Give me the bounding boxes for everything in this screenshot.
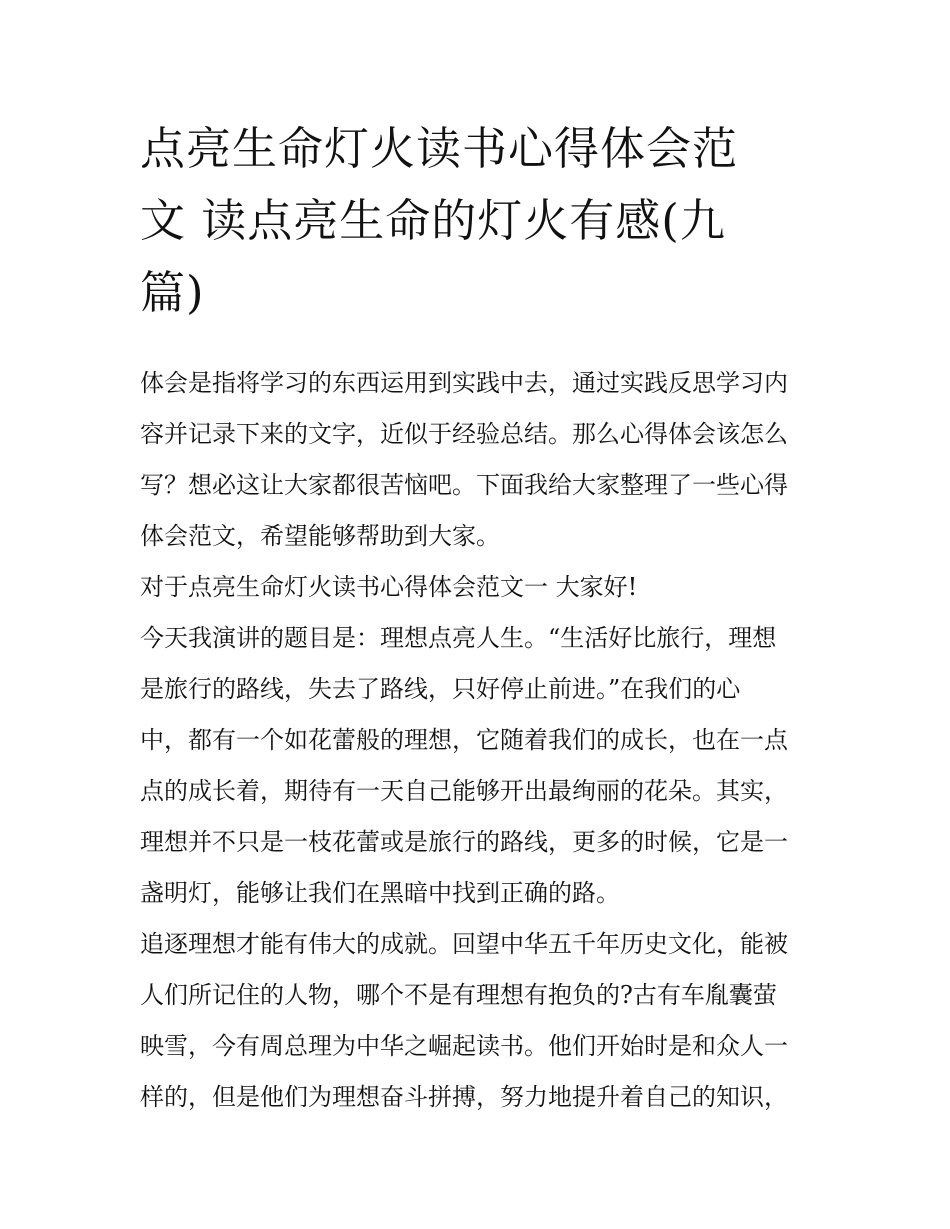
body-line: 盏明灯，能够让我们在黑暗中找到正确的路。 (140, 879, 620, 907)
title-line: 点亮生命灯火读书心得体会范 (140, 122, 739, 175)
body-line: 中，都有一个如花蕾般的理想，它随着我们的成长，也在一点 (140, 726, 788, 754)
body-line: 理想并不只是一枝花蕾或是旅行的路线，更多的时候，它是一 (140, 828, 788, 856)
section-heading-line: 对于点亮生命灯火读书心得体会范文一 大家好! (140, 573, 638, 601)
document-body (140, 358, 820, 1123)
body-line: 容并记录下来的文字，近似于经验总结。那么心得体会该怎么 (140, 420, 788, 448)
title-line: 文 读点亮生命的灯火有感(九 (140, 194, 726, 247)
document-title (140, 113, 820, 329)
body-line: 写？想必这让大家都很苦恼吧。下面我给大家整理了一些心得 (140, 471, 788, 499)
body-line: 样的，但是他们为理想奋斗拼搏，努力地提升着自己的知识， (140, 1083, 788, 1111)
body-line: 体会范文，希望能够帮助到大家。 (140, 522, 500, 550)
body-line: 点的成长着，期待有一天自己能够开出最绚丽的花朵。其实， (140, 777, 788, 805)
body-line: 映雪，今有周总理为中华之崛起读书。他们开始时是和众人一 (140, 1032, 788, 1060)
body-line: 今天我演讲的题目是：理想点亮人生。“生活好比旅行，理想 (140, 624, 777, 652)
title-line: 篇) (140, 266, 205, 319)
body-line: 追逐理想才能有伟大的成就。回望中华五千年历史文化，能被 (140, 930, 788, 958)
body-line: 人们所记住的人物，哪个不是有理想有抱负的?古有车胤囊萤 (140, 981, 777, 1009)
body-line: 是旅行的路线，失去了路线，只好停止前进。”在我们的心 (140, 675, 741, 703)
body-line: 体会是指将学习的东西运用到实践中去，通过实践反思学习内 (140, 369, 788, 397)
